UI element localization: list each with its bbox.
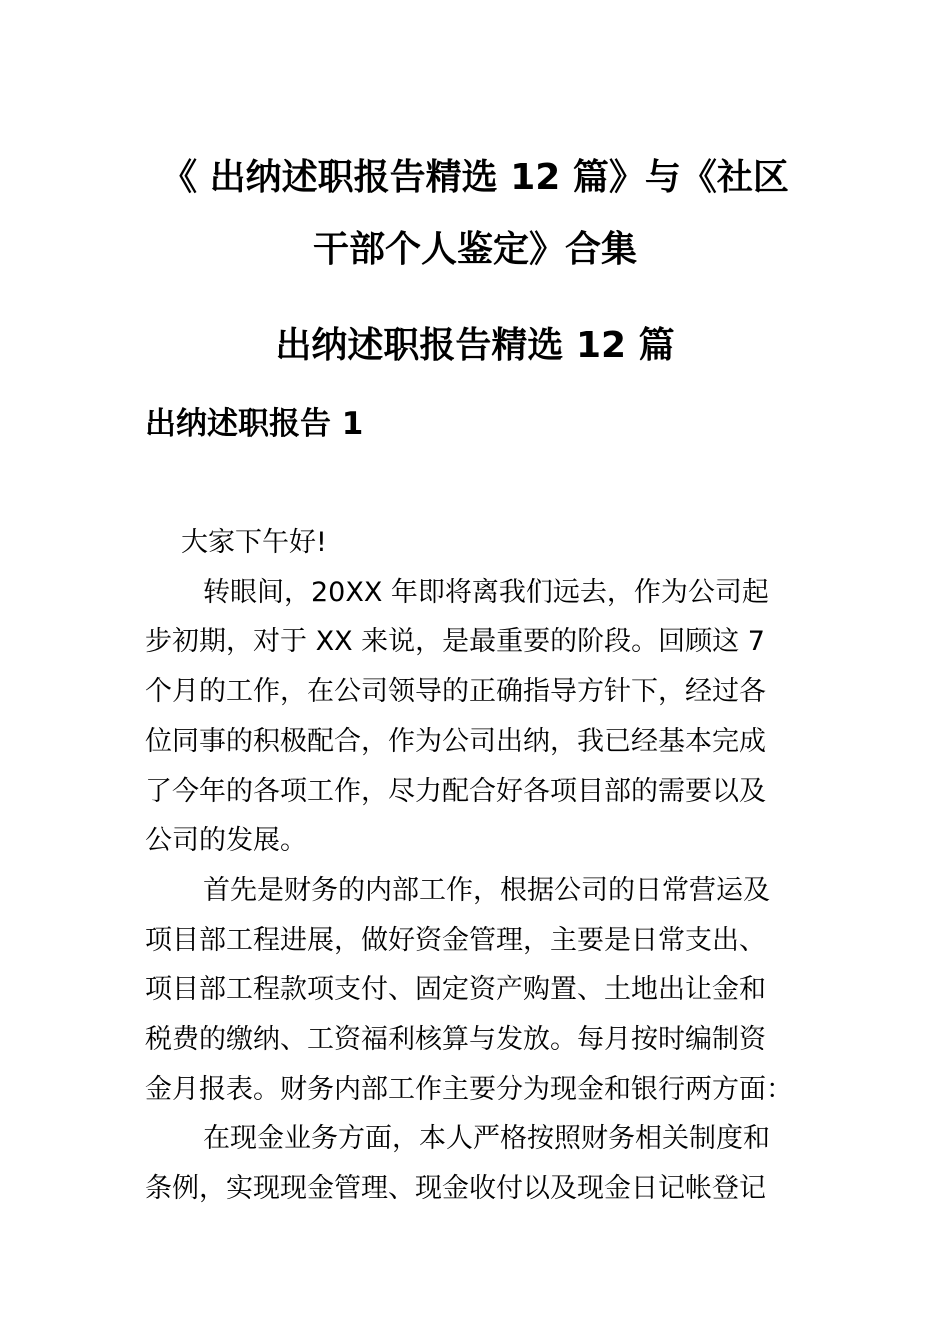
paragraph-line: 条例，实现现金管理、现金收付以及现金日记帐登记 xyxy=(145,1173,766,1205)
paragraph-line: 位同事的积极配合，作为公司出纳，我已经基本完成 xyxy=(145,725,766,757)
document-title xyxy=(145,142,805,286)
paragraph-line: 税费的缴纳、工资福利核算与发放。每月按时编制资 xyxy=(145,1024,766,1056)
section-title: 出纳述职报告精选 12 篇 xyxy=(275,325,675,366)
paragraph-line: 项目部工程款项支付、固定资产购置、土地出让金和 xyxy=(145,974,766,1006)
paragraph-line: 步初期，对于 XX 来说，是最重要的阶段。回顾这 7 xyxy=(145,626,765,658)
document-body xyxy=(145,518,815,1214)
report-subtitle: 出纳述职报告 1 xyxy=(145,406,364,442)
paragraph-1 xyxy=(145,568,815,866)
paragraph-line: 首先是财务的内部工作，根据公司的日常营运及 xyxy=(203,874,770,906)
paragraph-line: 个月的工作，在公司领导的正确指导方针下，经过各 xyxy=(145,676,766,708)
paragraph-line: 公司的发展。 xyxy=(145,825,307,857)
paragraph-3 xyxy=(145,1114,815,1213)
paragraph-2 xyxy=(145,866,815,1115)
document-title-line-1: 《 出纳述职报告精选 12 篇》与《社区 xyxy=(161,157,789,198)
paragraph-line: 了今年的各项工作，尽力配合好各项目部的需要以及 xyxy=(145,775,766,807)
paragraph-line: 金月报表。财务内部工作主要分为现金和银行两方面： xyxy=(145,1073,793,1105)
document-title-line-2: 干部个人鉴定》合集 xyxy=(312,229,637,270)
paragraph-line: 转眼间，20XX 年即将离我们远去，作为公司起 xyxy=(203,576,769,608)
paragraph-line: 项目部工程进展，做好资金管理，主要是日常支出、 xyxy=(145,924,766,956)
paragraph-line: 在现金业务方面，本人严格按照财务相关制度和 xyxy=(203,1123,770,1155)
salutation: 大家下午好! xyxy=(181,527,327,558)
